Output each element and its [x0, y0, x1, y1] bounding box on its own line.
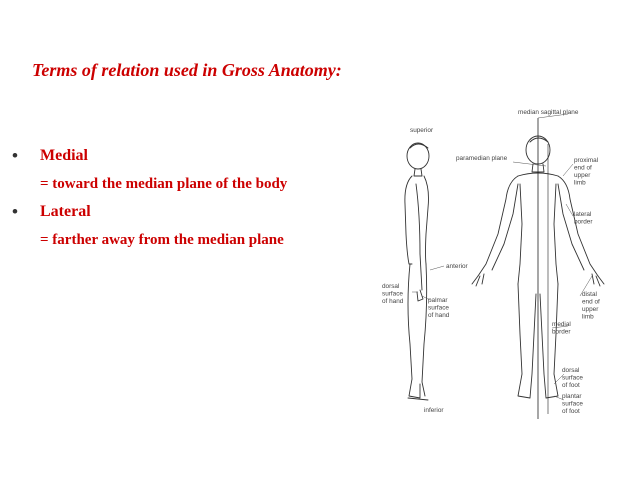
label-paramedian-plane: paramedian plane: [456, 155, 508, 162]
label-distal-end: distal end of upper limb: [582, 291, 600, 321]
label-medial-border: medial border: [552, 321, 571, 336]
slide-title: Terms of relation used in Gross Anatomy:: [32, 60, 342, 80]
label-inferior: inferior: [424, 407, 444, 414]
bullet-icon: •: [12, 146, 18, 165]
side-view-figure-icon: [405, 143, 429, 400]
term-lateral: Lateral: [40, 203, 91, 220]
label-lateral-border: lateral border: [574, 211, 593, 226]
label-palmar-surface-hand: palmar surface of hand: [428, 297, 450, 319]
anatomy-figure: [368, 104, 632, 434]
term-medial: Medial: [40, 147, 88, 164]
definition-lateral: = farther away from the median plane: [40, 232, 284, 248]
label-anterior: anterior: [446, 263, 468, 270]
label-proximal-end: proximal end of upper limb: [574, 157, 599, 187]
label-superior: superior: [410, 127, 434, 134]
definition-medial: = toward the median plane of the body: [40, 176, 288, 192]
label-dorsal-surface-foot: dorsal surface of foot: [562, 367, 583, 389]
list-item-lateral: [12, 202, 352, 250]
bullet-icon: •: [12, 202, 18, 221]
term-list: [12, 146, 352, 258]
label-dorsal-surface-hand: dorsal surface of hand: [382, 283, 404, 305]
label-plantar-surface-foot: plantar surface of foot: [562, 393, 583, 415]
label-median-sagittal-plane: median sagittal plane: [518, 109, 579, 116]
list-item-medial: [12, 146, 352, 194]
anatomical-position-diagram: [368, 104, 632, 434]
